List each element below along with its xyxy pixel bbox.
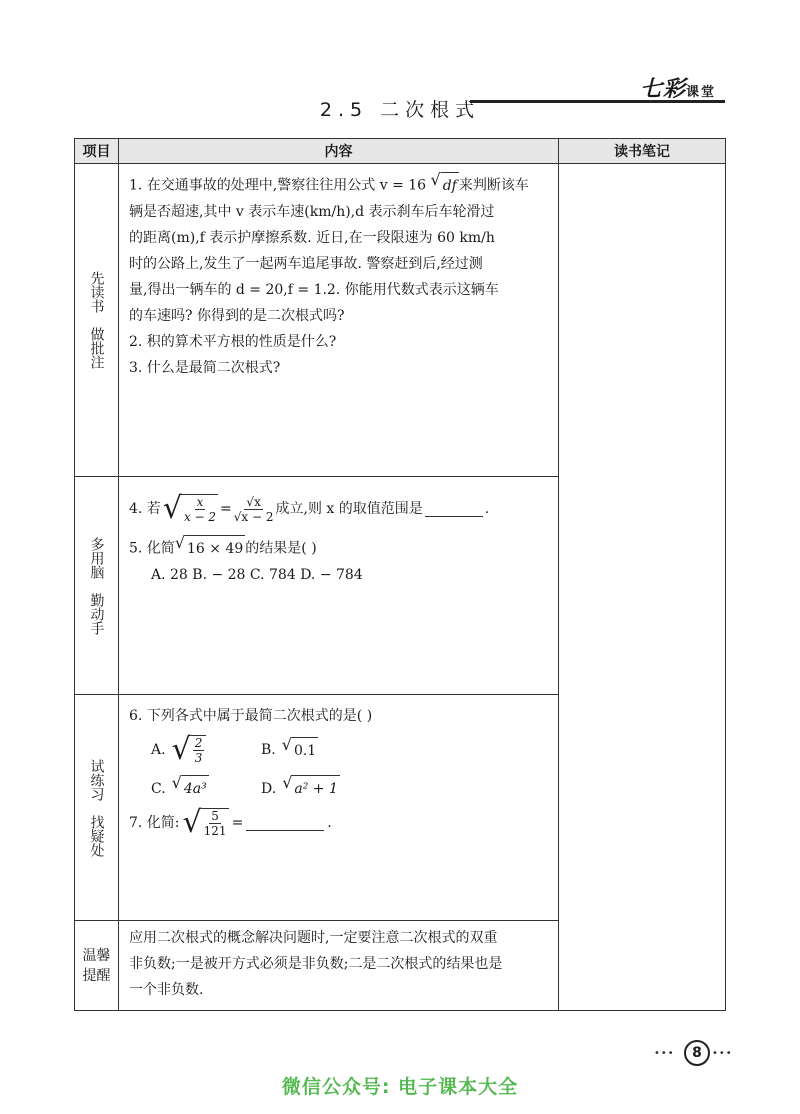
page-title: 2.5 二次根式 bbox=[319, 99, 481, 121]
section-label-think bbox=[75, 477, 119, 695]
question-4: 4. 若 √ $\frac{x}{x - 2}$ = $\frac{√x}{√x - 2}$ 成立,则 x 的取值范围是 . bbox=[129, 491, 490, 526]
section-label-practice bbox=[75, 695, 119, 921]
question-1-line: 的距离(m),f 表示护摩擦系数. 近日,在一段限速为 60 km/h bbox=[129, 230, 495, 246]
tip-line: 应用二次根式的概念解决问题时,一定要注意二次根式的双重 bbox=[129, 930, 498, 946]
question-1-line: 的车速吗? 你得到的是二次根式吗? bbox=[129, 308, 345, 324]
table-header-row bbox=[75, 139, 726, 164]
header-content: 内容 bbox=[119, 139, 559, 164]
header-item: 项目 bbox=[75, 139, 119, 164]
label-line: 做批注 bbox=[88, 327, 105, 369]
section-label-read bbox=[75, 164, 119, 477]
watermark-text: 微信公众号: 电子课本大全 bbox=[281, 1076, 519, 1098]
question-1-line: 时的公路上,发生了一起两车追尾事故. 警察赶到后,经过测 bbox=[129, 256, 483, 272]
label-line: 试练习 bbox=[88, 758, 105, 801]
question-1-line: 量,得出一辆车的 d = 20,f = 1.2. 你能用代数式表示这辆车 bbox=[129, 282, 499, 298]
label-line: 先读书 bbox=[88, 271, 105, 313]
question-1: 1. 在交通事故的处理中,警察往往用公式 v = 16 √ df 来判断该车 bbox=[129, 172, 548, 199]
tip-line: 非负数;一是被开方式必须是非负数;二是二次根式的结果也是 bbox=[129, 956, 503, 972]
section-content-read bbox=[119, 164, 559, 477]
option-b: B. √ 0.1 bbox=[261, 735, 381, 765]
option-c: C. √ 4a³ bbox=[151, 775, 261, 802]
header-notes: 读书笔记 bbox=[559, 139, 726, 164]
tip-line: 一个非负数. bbox=[129, 982, 204, 998]
section-content-practice bbox=[119, 695, 559, 921]
option-a: A. √ $\frac{2}{3}$ bbox=[151, 735, 261, 765]
question-1-line: 辆是否超速,其中 v 表示车速(km/h),d 表示刹车后车轮滑过 bbox=[129, 204, 495, 220]
sqrt-symbol: √ $\frac{5}{121}$ bbox=[182, 805, 227, 840]
brand-name-small: 课堂 bbox=[686, 85, 717, 100]
label-line: 多用脑 bbox=[88, 536, 105, 579]
answer-blank[interactable] bbox=[425, 502, 483, 517]
footer-dots-right: ••• bbox=[712, 1048, 733, 1059]
question-5: 5. 化简 √ 16 × 49 的结果是( ) bbox=[129, 535, 548, 562]
label-line: 勤动手 bbox=[88, 592, 105, 635]
question-5-options: A. 28 B. − 28 C. 784 D. − 784 bbox=[151, 567, 363, 583]
sqrt-symbol: √ $\frac{x}{x - 2}$ bbox=[162, 491, 217, 526]
section-read bbox=[75, 164, 726, 477]
answer-blank[interactable] bbox=[246, 816, 324, 831]
label-line: 找疑处 bbox=[88, 814, 105, 857]
notes-column[interactable] bbox=[559, 164, 726, 1011]
brand-name-big: 七彩 bbox=[640, 77, 687, 102]
question-7: 7. 化简: √ $\frac{5}{121}$ = . bbox=[129, 805, 332, 840]
footer-dots-left: ••• bbox=[654, 1048, 675, 1059]
sqrt-symbol: √ 16 × 49 bbox=[175, 535, 245, 562]
fraction: $\frac{√x}{√x - 2}$ bbox=[233, 494, 274, 524]
sqrt-symbol: √ df bbox=[431, 172, 459, 199]
question-6-options bbox=[151, 729, 548, 808]
page-number: 8 bbox=[684, 1040, 710, 1066]
label-line: 提醒 bbox=[82, 967, 111, 984]
label-line: 温馨 bbox=[82, 947, 111, 964]
section-content-think bbox=[119, 477, 559, 695]
question-2: 2. 积的算术平方根的性质是什么? bbox=[129, 334, 337, 350]
section-label-tip bbox=[75, 921, 119, 1011]
question-6: 6. 下列各式中属于最简二次根式的是( ) bbox=[129, 708, 373, 724]
section-content-tip bbox=[119, 921, 559, 1011]
option-d: D. √ a² + 1 bbox=[261, 775, 381, 802]
question-3: 3. 什么是最简二次根式? bbox=[129, 360, 281, 376]
study-table bbox=[74, 138, 726, 1011]
